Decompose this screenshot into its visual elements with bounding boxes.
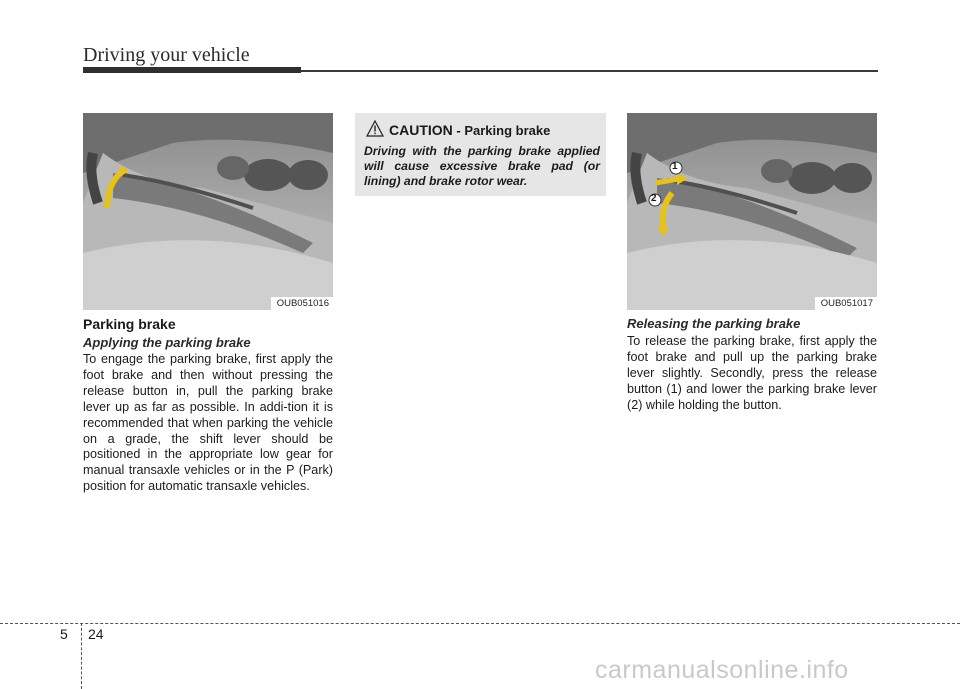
callout-2-label: 2 <box>651 193 657 204</box>
site-watermark: carmanualsonline.info <box>595 656 849 684</box>
parking-brake-apply-photo <box>83 113 333 310</box>
release-instructions-text: To release the parking brake, first apply the foot brake and pull up the parking brake lever slightly. Secondly, press the release button (1) and lower the parking brake lever (2) while holding the button. <box>627 334 877 412</box>
callout-1-label: 1 <box>672 161 678 172</box>
caution-text: Driving with the parking brake applied will cause excessive brake pad (or lining) and brake rotor wear. <box>364 144 600 188</box>
warning-triangle-icon <box>366 120 384 142</box>
caution-box <box>355 113 606 196</box>
parking-brake-release-photo <box>627 113 877 310</box>
caution-title <box>389 122 550 138</box>
caution-label: CAUTION <box>389 122 453 138</box>
header-rule-accent <box>83 67 301 73</box>
image-code: OUB051017 <box>815 297 877 310</box>
sub-heading-apply: Applying the parking brake <box>83 335 251 350</box>
caution-subject: - Parking brake <box>452 123 551 138</box>
image-code: OUB051016 <box>271 297 333 310</box>
page-number: 24 <box>88 626 104 642</box>
apply-instructions-text: To engage the parking brake, first apply the foot brake and then without pressing the release button in, pull the parking brake lever up as far as possible. In addi-tion it is recommended that when parking the vehicle on a grade, the shift lever should be positioned in the appropriate low gear for manual transaxle vehicles or in the P (Park) position for automatic transaxle vehicles. <box>83 352 333 494</box>
sub-heading-release: Releasing the parking brake <box>627 316 801 331</box>
section-heading: Parking brake <box>83 316 176 332</box>
footer-divider <box>81 623 82 689</box>
page-header-title: Driving your vehicle <box>83 44 250 66</box>
chapter-number: 5 <box>60 626 68 642</box>
footer-rule <box>0 623 960 624</box>
